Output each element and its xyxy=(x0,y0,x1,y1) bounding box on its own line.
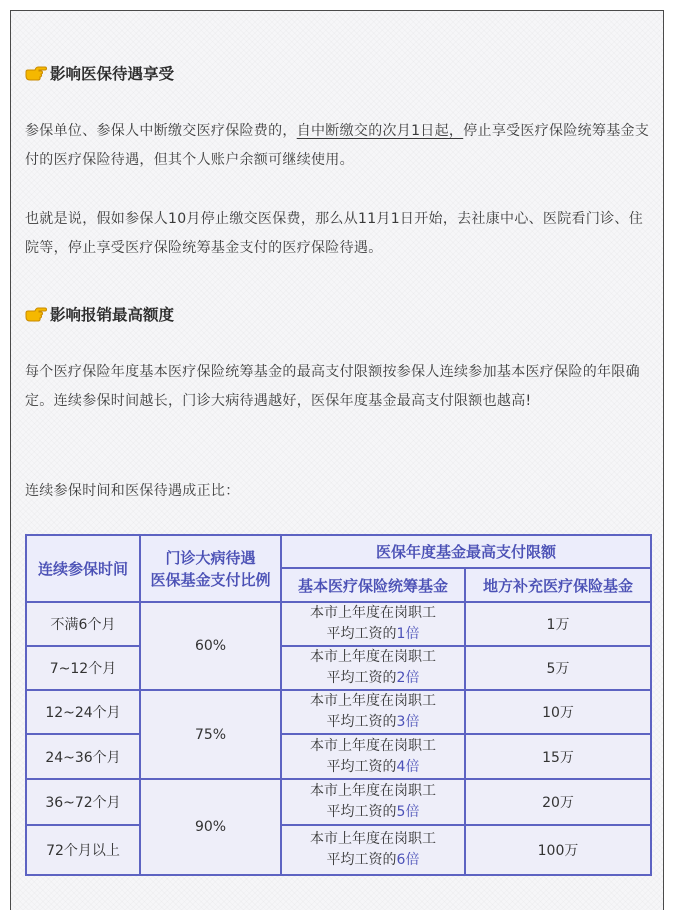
table-row xyxy=(26,690,651,734)
section-heading-2-text: 影响报销最高额度 xyxy=(50,306,175,324)
header-ratio-line2: 医保基金支付比例 xyxy=(150,570,271,589)
basic-line1: 本市上年度在岗职工 xyxy=(310,605,436,621)
basic-line1: 本市上年度在岗职工 xyxy=(310,783,436,799)
ratio-cell: 60% xyxy=(140,602,281,690)
salary-multiple: 3倍 xyxy=(396,714,420,730)
basic-prefix: 平均工资的 xyxy=(326,714,397,730)
basic-line1: 本市上年度在岗职工 xyxy=(310,693,436,709)
basic-prefix: 平均工资的 xyxy=(326,852,397,868)
local-fund-cell: 20万 xyxy=(465,779,651,825)
basic-line1: 本市上年度在岗职工 xyxy=(310,831,436,847)
basic-fund-cell xyxy=(281,602,465,646)
ratio-cell: 90% xyxy=(140,779,281,875)
duration-cell: 7~12个月 xyxy=(26,646,140,690)
local-fund-cell: 5万 xyxy=(465,646,651,690)
salary-multiple: 5倍 xyxy=(396,804,420,820)
header-basic-fund: 基本医疗保险统筹基金 xyxy=(281,568,465,602)
local-fund-cell: 10万 xyxy=(465,690,651,734)
header-ratio xyxy=(140,535,281,602)
table-row xyxy=(26,825,651,875)
p1-underlined-text: 自中断缴交的次月1日起， xyxy=(296,123,464,139)
table-header-row xyxy=(26,535,651,568)
section2-paragraph-2: 连续参保时间和医保待遇成正比： xyxy=(25,483,240,499)
p1-text-before: 参保单位、参保人中断缴交医疗保险费的， xyxy=(25,123,297,139)
duration-cell: 不满6个月 xyxy=(26,602,140,646)
basic-fund-cell xyxy=(281,734,465,779)
pointing-hand-icon xyxy=(25,65,47,81)
basic-line1: 本市上年度在岗职工 xyxy=(310,737,436,754)
basic-line2 xyxy=(282,802,464,823)
duration-cell: 36~72个月 xyxy=(26,779,140,825)
table-row xyxy=(26,779,651,825)
section1-paragraph-2: 也就是说，假如参保人10月停止缴交医保费，那么从11月1日开始，去社康中心、医院看门诊、住院等，停止享受医疗保险统筹基金支付的医疗保险待遇。 xyxy=(25,211,644,256)
header-max-limit: 医保年度基金最高支付限额 xyxy=(281,535,651,568)
basic-line2 xyxy=(282,850,464,871)
salary-multiple: 2倍 xyxy=(396,670,420,686)
basic-line2 xyxy=(282,757,464,778)
basic-prefix: 平均工资的 xyxy=(326,626,397,642)
duration-cell: 24~36个月 xyxy=(26,734,140,779)
salary-multiple: 6倍 xyxy=(396,852,420,868)
basic-prefix: 平均工资的 xyxy=(326,804,397,820)
p1-text-after: 停止享受医疗保险统筹基金支付的医疗保险待遇，但其个人账户余额可继续使用。 xyxy=(25,123,650,168)
basic-fund-cell xyxy=(281,825,465,875)
basic-fund-cell xyxy=(281,646,465,690)
table-row xyxy=(26,734,651,779)
local-fund-cell: 100万 xyxy=(465,825,651,875)
duration-cell: 72个月以上 xyxy=(26,825,140,875)
section-heading-2 xyxy=(25,303,174,325)
basic-fund-cell xyxy=(281,779,465,825)
header-local-fund: 地方补充医疗保险基金 xyxy=(465,568,651,602)
insurance-benefit-table xyxy=(25,534,652,876)
ratio-cell: 75% xyxy=(140,690,281,779)
section-heading-1 xyxy=(25,62,174,84)
salary-multiple: 4倍 xyxy=(396,758,420,775)
local-fund-cell: 15万 xyxy=(465,734,651,779)
table-row xyxy=(26,602,651,646)
header-ratio-line1: 门诊大病待遇 xyxy=(165,548,256,567)
basic-line2 xyxy=(282,624,464,645)
section1-paragraph-1 xyxy=(25,117,651,174)
table-row xyxy=(26,646,651,690)
duration-cell: 12~24个月 xyxy=(26,690,140,734)
local-fund-cell: 1万 xyxy=(465,602,651,646)
basic-fund-cell xyxy=(281,690,465,734)
pointing-hand-icon xyxy=(25,306,47,322)
basic-line2 xyxy=(282,712,464,733)
salary-multiple: 1倍 xyxy=(396,626,420,642)
basic-prefix: 平均工资的 xyxy=(326,758,397,775)
basic-prefix: 平均工资的 xyxy=(326,670,397,686)
section-heading-1-text: 影响医保待遇享受 xyxy=(50,65,175,83)
header-duration: 连续参保时间 xyxy=(26,535,140,602)
basic-line1: 本市上年度在岗职工 xyxy=(310,649,436,665)
section2-paragraph-1: 每个医疗保险年度基本医疗保险统筹基金的最高支付限额按参保人连续参加基本医疗保险的年限确定。连续参保时间越长，门诊大病待遇越好，医保年度基金最高支付限额也越高! xyxy=(25,364,640,409)
basic-line2 xyxy=(282,668,464,689)
